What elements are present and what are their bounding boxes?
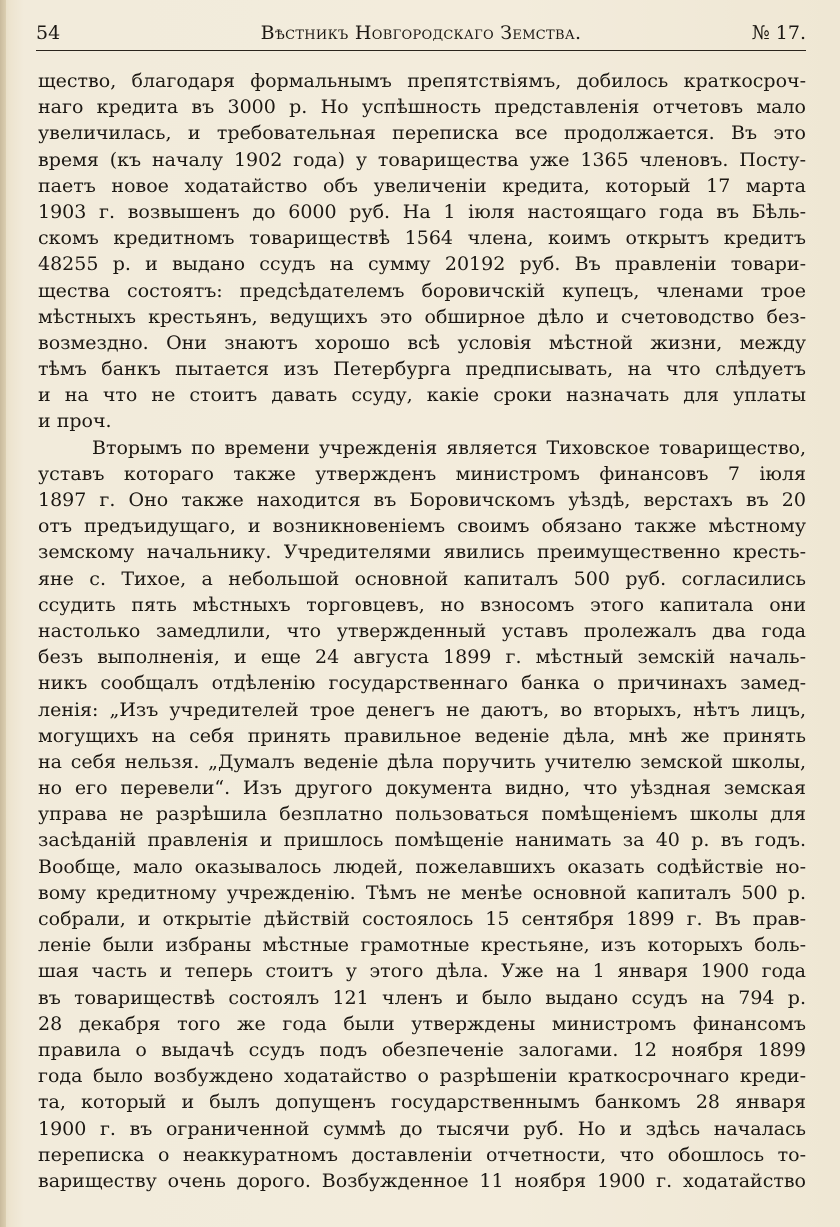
text-line: и проч. xyxy=(38,410,112,433)
text-line: тѣмъ банкъ пытается изъ Петербурга предписывать, на что слѣдуетъ xyxy=(38,358,806,381)
text-line: Вообще, мало оказывалось людей, пожелавшихъ оказать содѣйствіе но- xyxy=(38,855,806,878)
text-line: на себя нельзя. „Думалъ веденіе дѣла поручить учителю земской школы, xyxy=(38,750,806,773)
text-line: время (къ началу 1902 года) у товарищества уже 1365 членовъ. Посту- xyxy=(38,148,806,171)
binding-edge xyxy=(0,0,6,1227)
header-rule xyxy=(36,50,806,51)
text-line: и на что не стоитъ давать ссуду, какіе сроки назначать для уплаты xyxy=(38,384,806,407)
text-line: щество, благодаря формальнымъ препятствіямъ, добилось краткосроч- xyxy=(38,70,806,92)
text-line: земскому начальнику. Учредителями явились преимущественно кресть- xyxy=(38,541,806,564)
text-line: никъ сообщалъ отдѣленію государственнаго банка о причинахъ замед- xyxy=(38,672,806,695)
text-line: собрали, и открытіе дѣйствій состоялось 15 сентября 1899 г. Въ прав- xyxy=(38,908,806,930)
body-text xyxy=(38,68,806,1194)
text-line: шая часть и теперь стоитъ у этого дѣла. Уже на 1 января 1900 года xyxy=(38,960,806,983)
journal-title: Вѣстникъ Новгородскаго Земства. xyxy=(260,22,582,44)
text-line: паетъ новое ходатайство объ увеличеніи кредита, который 17 марта xyxy=(38,174,806,197)
text-line: 48255 р. и выдано ссудъ на сумму 20192 руб. Въ правленіи товари- xyxy=(38,253,806,276)
text-line: ссудить пять мѣстныхъ торговцевъ, но взносомъ этого капитала они xyxy=(38,593,806,616)
text-line: года было возбуждено ходатайство о разрѣшеніи краткосрочнаго креди- xyxy=(38,1065,806,1088)
text-line: скомъ кредитномъ товариществѣ 1564 члена, коимъ открытъ кредитъ xyxy=(38,227,806,250)
page-number: 54 xyxy=(36,22,61,44)
text-line: ленія: „Изъ учредителей трое денегъ не даютъ, во вторыхъ, нѣтъ лицъ, xyxy=(38,698,806,721)
text-line: увеличилась, и требовательная переписка все продолжается. Въ это xyxy=(38,122,806,145)
text-line: управа не разрѣшила безплатно пользоваться помѣщеніемъ школы для xyxy=(38,803,806,826)
text-line: въ товариществѣ состоялъ 121 членъ и было выдано ссудъ на 794 р. xyxy=(38,986,806,1009)
issue-number: № 17. xyxy=(751,22,806,44)
text-line: безъ выполненія, и еще 24 августа 1899 г. мѣстный земскій началь- xyxy=(38,646,806,669)
text-line: уставъ котораго также утвержденъ министромъ финансовъ 7 іюля xyxy=(38,462,806,485)
text-line: настолько замедлили, что утвержденный уставъ пролежалъ два года xyxy=(38,619,806,642)
text-line: Вторымъ по времени учрежденія является Тиховское товарищество, xyxy=(92,436,806,459)
text-line: но его перевели“. Изъ другого документа видно, что уѣздная земская xyxy=(38,777,806,800)
text-line: леніе были избраны мѣстные грамотные крестьяне, изъ которыхъ боль- xyxy=(38,934,806,957)
text-line: 1900 г. въ ограниченной суммѣ до тысячи руб. Но и здѣсь началась xyxy=(38,1117,806,1140)
text-line: возмездно. Они знаютъ хорошо всѣ условія мѣстной жизни, между xyxy=(38,331,806,354)
text-line: 28 декабря того же года были утверждены министромъ финансомъ xyxy=(38,1012,806,1035)
text-line: правила о выдачѣ ссудъ подъ обезпеченіе залогами. 12 ноября 1899 xyxy=(38,1038,806,1061)
text-line: вому кредитному учрежденію. Тѣмъ не менѣе основной капиталъ 500 р. xyxy=(38,881,806,904)
text-line: та, который и былъ допущенъ государственнымъ банкомъ 28 января xyxy=(38,1091,806,1114)
text-line: засѣданій правленія и пришлось помѣщеніе нанимать за 40 р. въ годъ. xyxy=(38,829,806,852)
text-line: щества состоятъ: предсѣдателемъ боровичскій купецъ, членами трое xyxy=(38,279,806,302)
text-line: яне с. Тихое, а небольшой основной капиталъ 500 руб. согласились xyxy=(38,567,806,590)
text-line: отъ предъидущаго, и возникновеніемъ своимъ обязано также мѣстному xyxy=(38,515,806,538)
text-line: могущихъ на себя принять правильное веденіе дѣла, мнѣ же принять xyxy=(38,724,806,747)
text-line: наго кредита въ 3000 р. Но успѣшность представленія отчетовъ мало xyxy=(38,96,806,119)
text-line: мѣстныхъ крестьянъ, ведущихъ это обширное дѣло и счетоводство без- xyxy=(38,305,806,328)
text-line: переписка о неаккуратномъ доставленіи отчетности, что обошлось то- xyxy=(38,1143,806,1166)
running-header xyxy=(36,20,806,50)
text-line: 1897 г. Оно также находится въ Боровичскомъ уѣздѣ, верстахъ въ 20 xyxy=(38,489,806,511)
text-line: вариществу очень дорого. Возбужденное 11 ноября 1900 г. ходатайство xyxy=(38,1169,806,1192)
text-line: 1903 г. возвышенъ до 6000 руб. На 1 іюля настоящаго года въ Бѣль- xyxy=(38,200,806,223)
